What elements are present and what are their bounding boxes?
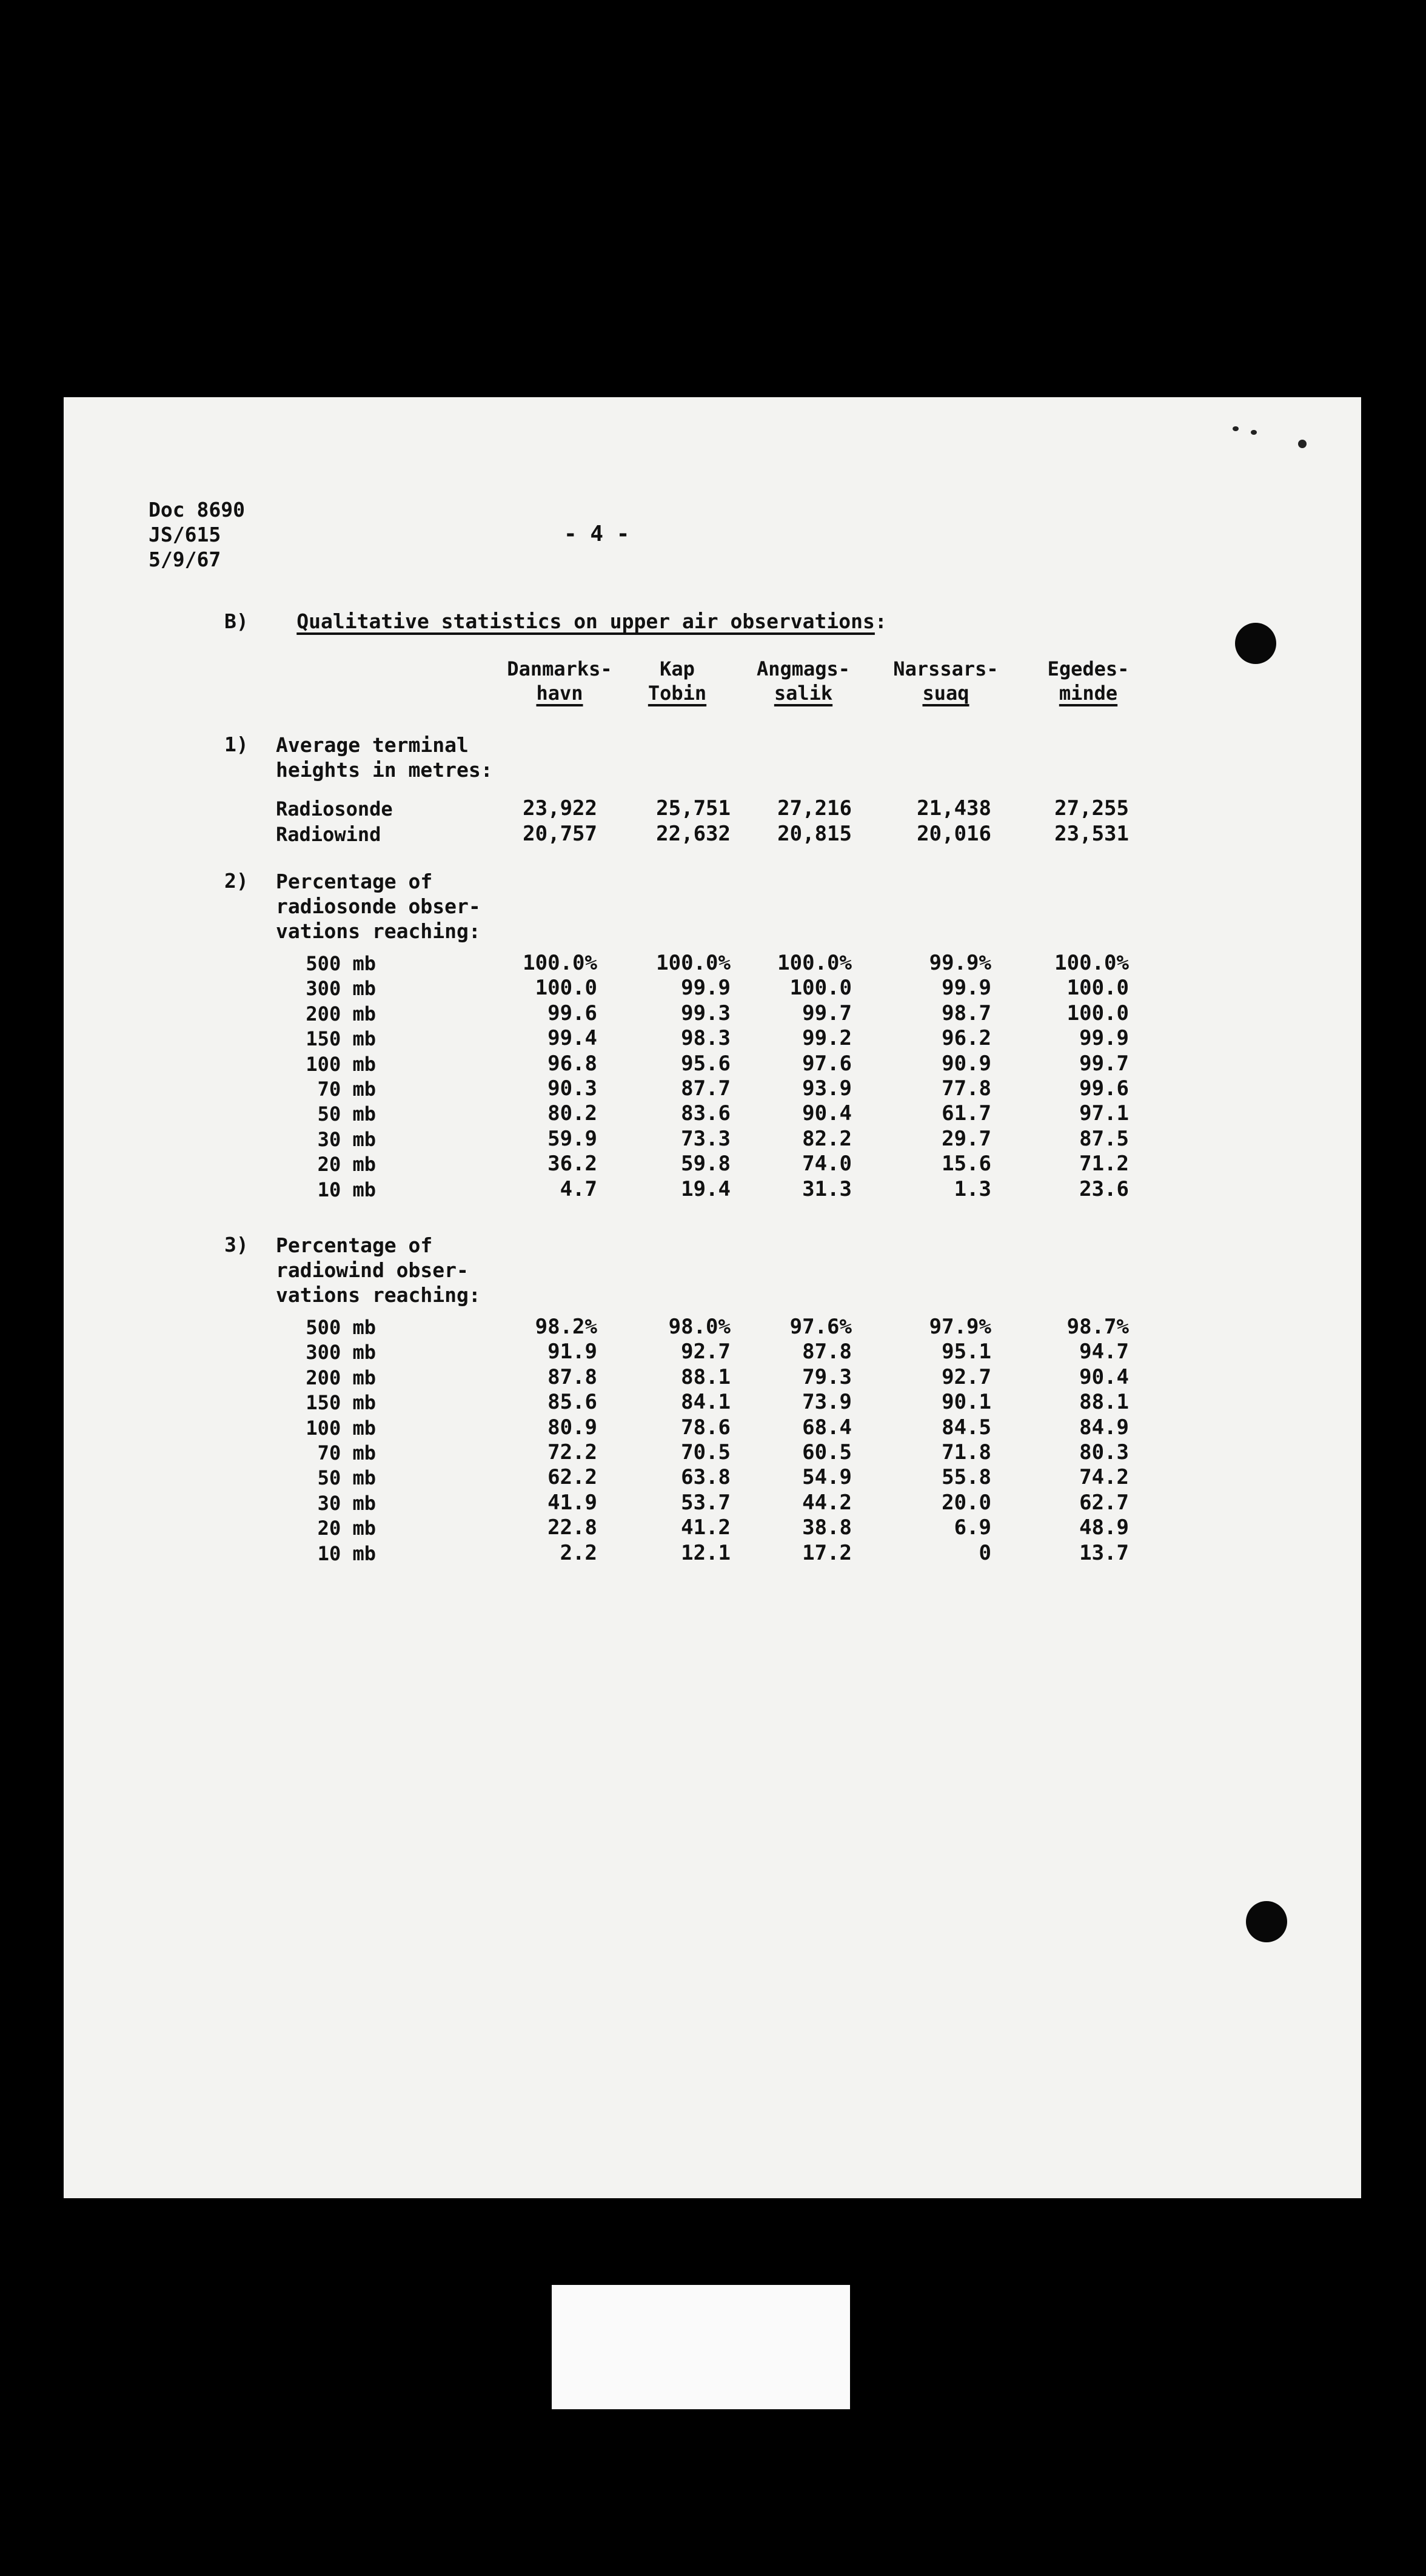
station-name-line1: Narssars- (893, 657, 999, 680)
table-cell: 2.2 (560, 1540, 597, 1565)
table-cell: 97.6 (802, 1051, 852, 1076)
table-cell: 92.7 (681, 1340, 731, 1364)
row-label: 20 mb (317, 1153, 376, 1176)
table-cell: 41.9 (547, 1490, 597, 1515)
section-description (276, 1233, 481, 1307)
doc-code: JS/615 (149, 523, 221, 546)
section-description (276, 733, 493, 782)
table-cell: 6.9 (954, 1515, 991, 1540)
row-label: 150 mb (306, 1027, 376, 1051)
table-cell: 87.5 (1079, 1126, 1129, 1151)
table-cell: 97.9% (929, 1315, 991, 1339)
table-cell: 60.5 (802, 1440, 852, 1464)
station-header (604, 657, 750, 705)
table-cell: 62.7 (1079, 1490, 1129, 1515)
table-cell: 41.2 (681, 1515, 731, 1540)
table-cell: 90.4 (1079, 1364, 1129, 1389)
row-label: 200 mb (306, 1002, 376, 1025)
table-cell: 99.9% (929, 951, 991, 975)
document-page (64, 397, 1361, 2198)
table-cell: 100.0 (789, 976, 852, 1001)
station-name-line2: minde (1059, 682, 1118, 705)
section-title: Qualitative statistics on upper air observations (296, 609, 875, 633)
table-cell: 25,751 (656, 796, 731, 820)
table-cell: 74.0 (802, 1152, 852, 1176)
section-description-line: radiowind obser- (276, 1258, 469, 1282)
table-cell: 73.9 (802, 1390, 852, 1415)
table-cell: 27,255 (1054, 796, 1129, 820)
table-cell: 19.4 (681, 1176, 731, 1201)
table-cell: 74.2 (1079, 1465, 1129, 1490)
table-cell: 63.8 (681, 1465, 731, 1490)
table-cell: 100.0% (1054, 951, 1129, 975)
table-cell: 90.1 (942, 1390, 991, 1415)
table-cell: 90.3 (547, 1076, 597, 1101)
table-cell: 78.6 (681, 1415, 731, 1440)
table-cell: 61.7 (942, 1101, 991, 1126)
table-cell: 17.2 (802, 1540, 852, 1565)
section-description-line: heights in metres: (276, 758, 493, 782)
table-cell: 96.8 (547, 1051, 597, 1076)
table-cell: 99.6 (547, 1001, 597, 1025)
table-cell: 59.8 (681, 1152, 731, 1176)
table-cell: 98.0% (668, 1315, 731, 1339)
table-cell: 20.0 (942, 1490, 991, 1515)
table-cell: 99.6 (1079, 1076, 1129, 1101)
table-cell: 22.8 (547, 1515, 597, 1540)
table-cell: 55.8 (942, 1465, 991, 1490)
table-cell: 27,216 (777, 796, 852, 820)
table-cell: 99.9 (942, 976, 991, 1001)
section-label: B) (224, 609, 249, 633)
table-cell: 95.6 (681, 1051, 731, 1076)
table-cell: 71.8 (942, 1440, 991, 1464)
row-label: 10 mb (317, 1178, 376, 1201)
table-cell: 84.9 (1079, 1415, 1129, 1440)
table-cell: 100.0% (523, 951, 597, 975)
ink-speck (1233, 426, 1239, 431)
station-name-line2: havn (536, 682, 583, 705)
table-cell: 91.9 (547, 1340, 597, 1364)
table-cell: 100.0 (535, 976, 597, 1001)
table-cell: 99.4 (547, 1026, 597, 1051)
table-cell: 88.1 (1079, 1390, 1129, 1415)
table-cell: 85.6 (547, 1390, 597, 1415)
table-cell: 87.8 (802, 1340, 852, 1364)
table-cell: 15.6 (942, 1152, 991, 1176)
table-cell: 62.2 (547, 1465, 597, 1490)
row-label: 300 mb (306, 1341, 376, 1364)
row-label: 50 mb (317, 1102, 376, 1126)
row-label: 70 mb (317, 1441, 376, 1464)
row-label: 150 mb (306, 1391, 376, 1415)
station-name-line1: Danmarks- (507, 657, 612, 680)
station-name-line2: salik (774, 682, 833, 705)
table-cell: 99.7 (1079, 1051, 1129, 1076)
station-header (1016, 657, 1161, 705)
table-cell: 84.1 (681, 1390, 731, 1415)
table-cell: 94.7 (1079, 1340, 1129, 1364)
row-label: 70 mb (317, 1078, 376, 1101)
table-cell: 93.9 (802, 1076, 852, 1101)
table-cell: 13.7 (1079, 1540, 1129, 1565)
table-cell: 90.4 (802, 1101, 852, 1126)
section-number: 3) (224, 1233, 249, 1256)
row-label: 10 mb (317, 1541, 376, 1565)
table-cell: 98.7 (942, 1001, 991, 1025)
table-cell: 70.5 (681, 1440, 731, 1464)
table-cell: 54.9 (802, 1465, 852, 1490)
section-heading (224, 609, 887, 633)
table-cell: 100.0% (777, 951, 852, 975)
station-name-line2: Tobin (648, 682, 707, 705)
page-number: - 4 - (564, 522, 630, 546)
doc-number: Doc 8690 (149, 498, 245, 522)
table-cell: 99.3 (681, 1001, 731, 1025)
table-cell: 73.3 (681, 1126, 731, 1151)
table-cell: 48.9 (1079, 1515, 1129, 1540)
table-cell: 83.6 (681, 1101, 731, 1126)
section-description-line: Percentage of (276, 870, 433, 893)
table-cell: 100.0 (1066, 976, 1129, 1001)
table-cell: 79.3 (802, 1364, 852, 1389)
row-label: Radiosonde (276, 797, 393, 820)
table-cell: 59.9 (547, 1126, 597, 1151)
ink-speck (1251, 430, 1257, 435)
punch-hole-top (1235, 623, 1276, 664)
table-cell: 87.7 (681, 1076, 731, 1101)
section-description-line: radiosonde obser- (276, 894, 481, 918)
table-cell: 99.9 (1079, 1026, 1129, 1051)
table-cell: 87.8 (547, 1364, 597, 1389)
table-cell: 72.2 (547, 1440, 597, 1464)
table-cell: 71.2 (1079, 1152, 1129, 1176)
row-label: 30 mb (317, 1491, 376, 1515)
row-label: 20 mb (317, 1517, 376, 1540)
station-name-line1: Kap (660, 657, 695, 680)
section-description-line: Average terminal (276, 733, 469, 757)
table-cell: 80.3 (1079, 1440, 1129, 1464)
table-cell: 1.3 (954, 1176, 991, 1201)
table-cell: 98.3 (681, 1026, 731, 1051)
table-cell: 99.9 (681, 976, 731, 1001)
doc-date: 5/9/67 (149, 548, 221, 571)
station-name-line1: Egedes- (1047, 657, 1130, 680)
table-cell: 97.6% (789, 1315, 852, 1339)
row-label: 500 mb (306, 952, 376, 975)
station-header (873, 657, 1019, 705)
table-cell: 98.7% (1066, 1315, 1129, 1339)
station-name-line2: suaq (922, 682, 969, 705)
section-number: 2) (224, 869, 249, 893)
table-cell: 21,438 (917, 796, 991, 820)
row-label: 200 mb (306, 1366, 376, 1389)
table-cell: 100.0% (656, 951, 731, 975)
table-cell: 84.5 (942, 1415, 991, 1440)
table-cell: 68.4 (802, 1415, 852, 1440)
table-cell: 97.1 (1079, 1101, 1129, 1126)
table-cell: 29.7 (942, 1126, 991, 1151)
document-reference (149, 497, 245, 572)
table-cell: 31.3 (802, 1176, 852, 1201)
row-label: 30 mb (317, 1127, 376, 1151)
table-cell: 44.2 (802, 1490, 852, 1515)
table-cell: 20,757 (523, 822, 597, 846)
table-cell: 23,922 (523, 796, 597, 820)
table-cell: 96.2 (942, 1026, 991, 1051)
section-number: 1) (224, 733, 249, 756)
section-description (276, 869, 481, 944)
index-card (552, 2285, 850, 2409)
table-cell: 38.8 (802, 1515, 852, 1540)
table-cell: 100.0 (1066, 1001, 1129, 1025)
row-label: Radiowind (276, 823, 381, 846)
table-cell: 92.7 (942, 1364, 991, 1389)
table-cell: 82.2 (802, 1126, 852, 1151)
row-label: 100 mb (306, 1052, 376, 1076)
station-header (731, 657, 876, 705)
station-name-line1: Angmags- (756, 657, 851, 680)
section-description-line: Percentage of (276, 1233, 433, 1257)
table-cell: 98.2% (535, 1315, 597, 1339)
punch-hole-bottom (1246, 1901, 1287, 1942)
section-description-line: vations reaching: (276, 1283, 481, 1307)
table-cell: 88.1 (681, 1364, 731, 1389)
table-cell: 23,531 (1054, 822, 1129, 846)
row-label: 500 mb (306, 1316, 376, 1339)
table-cell: 36.2 (547, 1152, 597, 1176)
table-cell: 80.2 (547, 1101, 597, 1126)
table-cell: 90.9 (942, 1051, 991, 1076)
table-cell: 53.7 (681, 1490, 731, 1515)
row-label: 100 mb (306, 1416, 376, 1440)
table-cell: 22,632 (656, 822, 731, 846)
table-cell: 0 (979, 1540, 991, 1565)
row-label: 50 mb (317, 1466, 376, 1490)
table-cell: 99.7 (802, 1001, 852, 1025)
table-cell: 23.6 (1079, 1176, 1129, 1201)
table-cell: 4.7 (560, 1176, 597, 1201)
row-label: 300 mb (306, 977, 376, 1001)
table-cell: 12.1 (681, 1540, 731, 1565)
table-cell: 20,016 (917, 822, 991, 846)
ink-speck (1298, 440, 1307, 448)
section-description-line: vations reaching: (276, 919, 481, 943)
table-cell: 20,815 (777, 822, 852, 846)
table-cell: 77.8 (942, 1076, 991, 1101)
table-cell: 80.9 (547, 1415, 597, 1440)
section-colon: : (874, 609, 887, 633)
table-cell: 95.1 (942, 1340, 991, 1364)
table-cell: 99.2 (802, 1026, 852, 1051)
